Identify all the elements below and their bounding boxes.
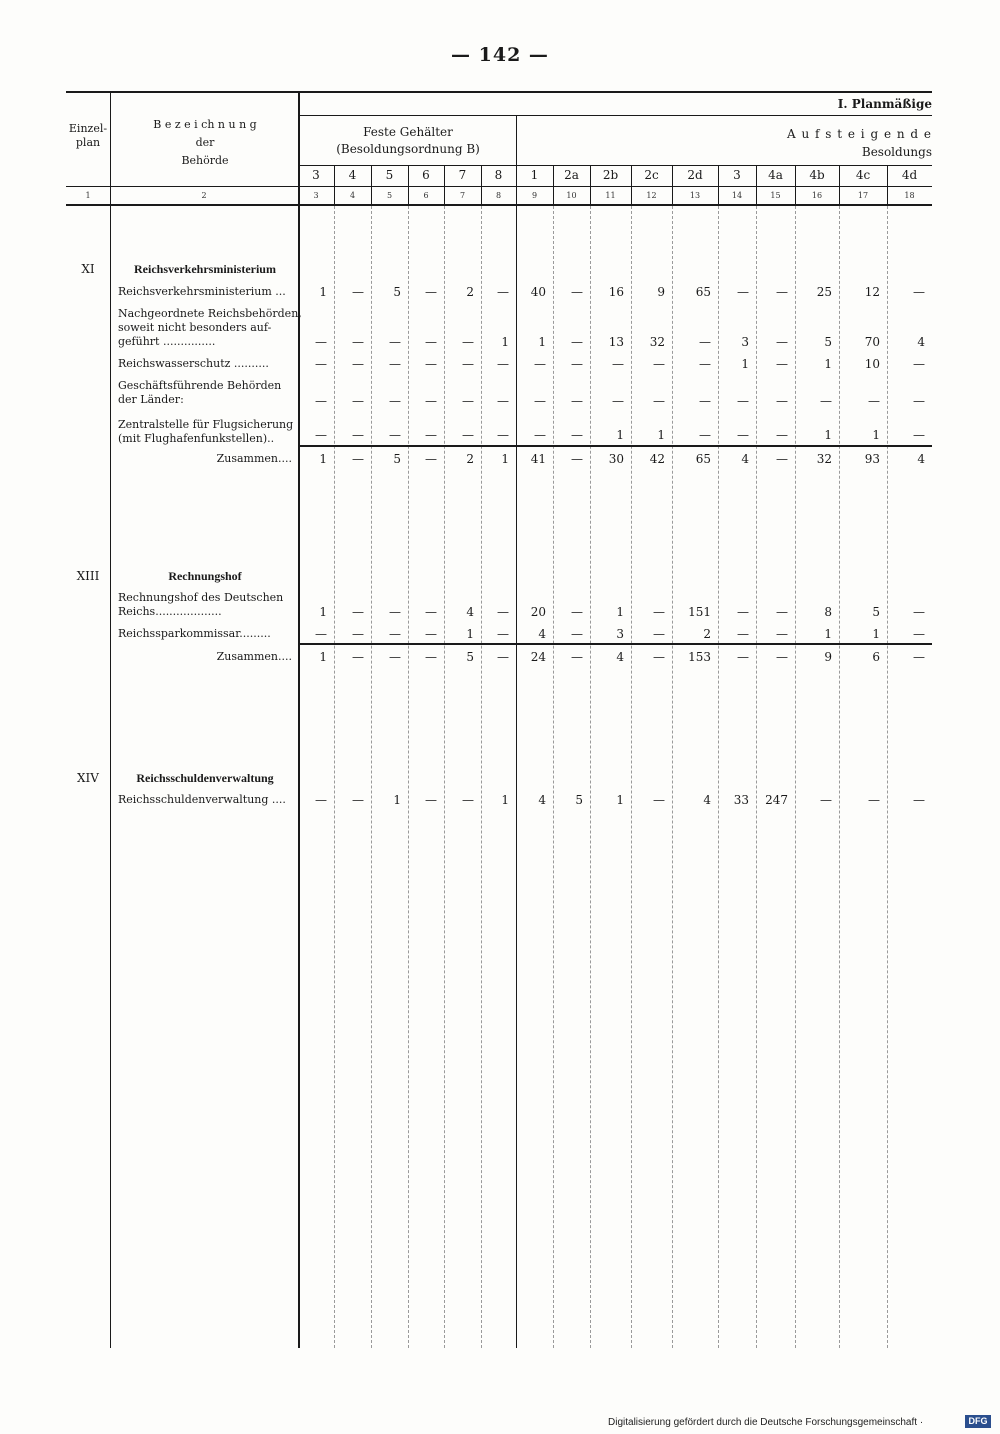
cell-value: 1 <box>824 357 832 371</box>
total-value: — <box>776 452 788 466</box>
dashed-col-2 <box>371 206 372 1348</box>
cell-value: — <box>571 627 583 641</box>
cell-value: — <box>497 605 509 619</box>
cell-value: 1 <box>538 335 546 349</box>
cell-value: 1 <box>616 605 624 619</box>
cell-value: — <box>497 285 509 299</box>
grade-label: 4b <box>809 168 825 182</box>
col-index: 5 <box>386 191 393 200</box>
cell-value: — <box>352 357 364 371</box>
cell-value: — <box>913 605 925 619</box>
cell-value: 5 <box>824 335 832 349</box>
cell-value: — <box>737 428 749 442</box>
cell-value: 4 <box>917 335 925 349</box>
cell-value: 5 <box>393 285 401 299</box>
grade-label: 6 <box>422 168 430 182</box>
section-title: Rechnungshof <box>168 569 242 583</box>
section-title: Reichsschuldenverwaltung <box>136 771 274 785</box>
cell-value: — <box>653 394 665 408</box>
cell-value: — <box>776 357 788 371</box>
header-einzelplan: Einzel- plan <box>68 122 108 149</box>
dashed-col-15 <box>887 206 888 1348</box>
col-index: 14 <box>731 191 743 200</box>
sum-rule <box>298 643 932 645</box>
vline-group-split <box>516 116 517 1348</box>
cell-value: — <box>389 357 401 371</box>
grade-label: 5 <box>385 168 394 182</box>
row-label: Nachgeordnete Reichsbehörden, soweit nicht besonders auf- geführt ............... <box>118 307 302 348</box>
grade-label: 7 <box>458 168 467 182</box>
total-value: — <box>571 650 583 664</box>
cell-value: — <box>497 428 509 442</box>
cell-value: — <box>389 428 401 442</box>
cell-value: 12 <box>864 285 880 299</box>
cell-value: 16 <box>608 285 624 299</box>
cell-value: — <box>776 428 788 442</box>
vline-grade-10 <box>672 165 673 205</box>
cell-value: 4 <box>466 605 474 619</box>
cell-value: — <box>653 357 665 371</box>
cell-value: 33 <box>733 793 749 807</box>
cell-value: 1 <box>824 627 832 641</box>
cell-value: — <box>571 428 583 442</box>
page-number: — 142 — <box>451 44 549 66</box>
header-feste-gehaelter: Feste Gehälter (Besoldungsordnung B) <box>336 125 480 156</box>
total-value: 30 <box>608 452 624 466</box>
cell-value: 3 <box>616 627 624 641</box>
cell-value: 151 <box>688 605 711 619</box>
cell-value: — <box>868 793 880 807</box>
section-plan-number: XIII <box>76 569 100 583</box>
cell-value: — <box>737 285 749 299</box>
total-value: — <box>653 650 665 664</box>
cell-value: — <box>653 605 665 619</box>
vline-plan <box>110 93 111 1348</box>
col-index: 1 <box>85 191 91 200</box>
cell-value: 1 <box>824 428 832 442</box>
total-value: 153 <box>688 650 711 664</box>
total-value: 9 <box>824 650 832 664</box>
col-index: 12 <box>646 191 657 200</box>
cell-value: — <box>534 428 546 442</box>
cell-value: — <box>462 394 474 408</box>
total-label: Zusammen.... <box>216 452 292 465</box>
cell-value: 4 <box>538 627 546 641</box>
dashed-col-9 <box>631 206 632 1348</box>
cell-value: — <box>571 357 583 371</box>
grade-label: 2b <box>602 168 619 182</box>
total-value: — <box>497 650 509 664</box>
cell-value: — <box>612 394 624 408</box>
col-index: 17 <box>857 191 869 200</box>
col-index: 10 <box>566 191 577 200</box>
grade-label: 4c <box>855 168 871 182</box>
total-value: 1 <box>501 452 509 466</box>
cell-value: — <box>352 285 364 299</box>
cell-value: — <box>571 335 583 349</box>
cell-value: — <box>653 793 665 807</box>
total-value: 4 <box>917 452 925 466</box>
cell-value: — <box>425 357 437 371</box>
cell-value: — <box>913 285 925 299</box>
cell-value: — <box>462 428 474 442</box>
cell-value: 65 <box>695 285 711 299</box>
col-index: 18 <box>904 191 915 200</box>
grade-label: 4 <box>348 168 357 182</box>
dashed-col-11 <box>718 206 719 1348</box>
total-value: 6 <box>872 650 880 664</box>
row-label: Reichssparkommissar......... <box>118 627 271 640</box>
cell-value: — <box>699 394 711 408</box>
cell-value: 8 <box>824 605 832 619</box>
dashed-col-4 <box>444 206 445 1348</box>
total-value: 93 <box>864 452 880 466</box>
col-index: 13 <box>689 191 701 200</box>
total-value: — <box>352 452 364 466</box>
row-label: Zentralstelle für Flugsicherung (mit Flughafenfunkstellen).. <box>118 418 294 445</box>
total-value: 1 <box>319 452 327 466</box>
cell-value: — <box>352 793 364 807</box>
cell-value: 9 <box>657 285 665 299</box>
grade-label: 4a <box>768 168 783 182</box>
cell-value: 1 <box>393 793 401 807</box>
row-label: Reichswasserschutz .......... <box>118 357 269 370</box>
total-value: 65 <box>695 452 711 466</box>
section-plan-number: XIV <box>77 771 99 785</box>
cell-value: — <box>315 335 327 349</box>
total-value: 42 <box>649 452 665 466</box>
vline-behoerde <box>298 93 300 1348</box>
cell-value: — <box>389 335 401 349</box>
total-value: 5 <box>466 650 474 664</box>
cell-value: 2 <box>703 627 711 641</box>
rule-index-bottom <box>66 204 932 206</box>
col-index: 8 <box>495 191 502 200</box>
cell-value: — <box>497 627 509 641</box>
grade-label: 3 <box>312 168 320 182</box>
cell-value: 1 <box>319 605 327 619</box>
total-value: — <box>425 650 437 664</box>
grade-label: 3 <box>733 168 741 182</box>
row-label: Reichsschuldenverwaltung .... <box>118 793 286 806</box>
total-value: 4 <box>616 650 624 664</box>
row-label: Geschäftsführende Behörden der Länder: <box>118 379 282 406</box>
dashed-col-7 <box>553 206 554 1348</box>
header-bezeichnung: B e z e i ch n u n g der Behörde <box>153 118 257 167</box>
cell-value: — <box>315 627 327 641</box>
dashed-col-8 <box>590 206 591 1348</box>
cell-value: 70 <box>864 335 880 349</box>
cell-value: — <box>820 394 832 408</box>
cell-value: 2 <box>466 285 474 299</box>
cell-value: — <box>425 285 437 299</box>
cell-value: 1 <box>466 627 474 641</box>
cell-value: 247 <box>765 793 788 807</box>
total-value: — <box>571 452 583 466</box>
col-index: 11 <box>605 191 616 200</box>
dfg-logo: DFG <box>965 1415 991 1428</box>
cell-value: — <box>315 357 327 371</box>
col-index: 9 <box>531 191 538 200</box>
total-value: 5 <box>393 452 401 466</box>
cell-value: — <box>571 394 583 408</box>
cell-value: 1 <box>872 428 880 442</box>
header-section-title: I. Planmäßige <box>837 97 932 111</box>
col-index: 6 <box>423 191 429 200</box>
grade-label: 2c <box>644 168 659 182</box>
grade-label: 4d <box>901 168 918 182</box>
cell-value: 13 <box>608 335 624 349</box>
total-value: 24 <box>530 650 546 664</box>
total-value: — <box>352 650 364 664</box>
cell-value: — <box>913 394 925 408</box>
cell-value: — <box>776 285 788 299</box>
cell-value: — <box>737 394 749 408</box>
cell-value: 10 <box>864 357 880 371</box>
total-value: 41 <box>530 452 546 466</box>
col-index: 7 <box>459 191 466 200</box>
vline-grade-15 <box>887 165 888 205</box>
col-index: 3 <box>313 191 319 200</box>
cell-value: — <box>352 428 364 442</box>
header-besoldungs: Besoldungs <box>861 145 932 159</box>
cell-value: — <box>389 605 401 619</box>
cell-value: — <box>913 793 925 807</box>
rule-header-inner <box>298 115 932 116</box>
cell-value: — <box>820 793 832 807</box>
total-value: 2 <box>466 452 474 466</box>
cell-value: — <box>653 627 665 641</box>
footer-text: Digitalisierung gefördert durch die Deutsche Forschungsgemeinschaft · <box>608 1417 924 1428</box>
cell-value: — <box>497 357 509 371</box>
col-index: 16 <box>811 191 823 200</box>
cell-value: 32 <box>649 335 665 349</box>
cell-value: — <box>699 428 711 442</box>
cell-value: 1 <box>657 428 665 442</box>
cell-value: — <box>737 627 749 641</box>
cell-value: — <box>776 335 788 349</box>
cell-value: — <box>389 627 401 641</box>
total-value: — <box>913 650 925 664</box>
cell-value: — <box>425 394 437 408</box>
cell-value: — <box>352 627 364 641</box>
total-value: — <box>389 650 401 664</box>
cell-value: 1 <box>872 627 880 641</box>
cell-value: — <box>534 357 546 371</box>
cell-value: — <box>913 627 925 641</box>
total-value: — <box>737 650 749 664</box>
section-title: Reichsverkehrsministerium <box>134 262 276 276</box>
cell-value: — <box>737 605 749 619</box>
total-value: 4 <box>741 452 749 466</box>
cell-value: — <box>352 605 364 619</box>
total-label: Zusammen.... <box>216 650 292 663</box>
cell-value: 25 <box>816 285 832 299</box>
vline-grade-14 <box>839 165 840 205</box>
cell-value: 1 <box>616 428 624 442</box>
sum-rule <box>298 445 932 447</box>
dashed-col-1 <box>334 206 335 1348</box>
cell-value: — <box>352 394 364 408</box>
cell-value: — <box>497 394 509 408</box>
cell-value: — <box>612 357 624 371</box>
section-plan-number: XI <box>81 262 95 276</box>
row-label: Rechnungshof des Deutschen Reichs................... <box>118 591 284 618</box>
cell-value: — <box>913 428 925 442</box>
grade-label: 8 <box>494 168 503 182</box>
dashed-col-12 <box>756 206 757 1348</box>
cell-value: — <box>425 335 437 349</box>
cell-value: — <box>699 335 711 349</box>
rule-grades-top <box>298 165 932 166</box>
cell-value: — <box>776 627 788 641</box>
dashed-col-14 <box>839 206 840 1348</box>
rule-top <box>66 91 932 93</box>
cell-value: — <box>534 394 546 408</box>
cell-value: — <box>462 335 474 349</box>
cell-value: 1 <box>616 793 624 807</box>
cell-value: 4 <box>703 793 711 807</box>
cell-value: — <box>868 394 880 408</box>
cell-value: — <box>425 793 437 807</box>
cell-value: — <box>776 394 788 408</box>
cell-value: 1 <box>319 285 327 299</box>
col-index: 4 <box>349 191 356 200</box>
cell-value: — <box>315 428 327 442</box>
rule-grades-bottom <box>66 186 932 187</box>
col-index: 15 <box>770 191 781 200</box>
cell-value: — <box>571 285 583 299</box>
cell-value: — <box>913 357 925 371</box>
grade-label: 1 <box>530 168 539 182</box>
total-value: — <box>425 452 437 466</box>
row-label: Reichsverkehrsministerium ... <box>118 285 286 298</box>
cell-value: — <box>462 357 474 371</box>
total-value: — <box>776 650 788 664</box>
dashed-col-10 <box>672 206 673 1348</box>
cell-value: 1 <box>501 335 509 349</box>
cell-value: — <box>699 357 711 371</box>
dashed-col-5 <box>481 206 482 1348</box>
cell-value: 4 <box>538 793 546 807</box>
cell-value: — <box>462 793 474 807</box>
col-index: 2 <box>201 191 207 200</box>
cell-value: — <box>315 394 327 408</box>
cell-value: — <box>776 605 788 619</box>
total-value: 1 <box>319 650 327 664</box>
cell-value: 20 <box>530 605 546 619</box>
cell-value: — <box>315 793 327 807</box>
cell-value: — <box>352 335 364 349</box>
cell-value: 5 <box>872 605 880 619</box>
dashed-col-3 <box>408 206 409 1348</box>
cell-value: 1 <box>741 357 749 371</box>
grade-label: 2a <box>564 168 579 182</box>
header-aufsteigende: A u f s t e i g e n d e <box>786 127 932 141</box>
cell-value: — <box>425 627 437 641</box>
total-value: 32 <box>816 452 832 466</box>
cell-value: — <box>389 394 401 408</box>
cell-value: — <box>425 605 437 619</box>
cell-value: 1 <box>501 793 509 807</box>
cell-value: 5 <box>575 793 583 807</box>
cell-value: — <box>571 605 583 619</box>
cell-value: 40 <box>530 285 546 299</box>
cell-value: — <box>425 428 437 442</box>
cell-value: 3 <box>741 335 749 349</box>
grade-label: 2d <box>687 168 703 182</box>
dashed-col-13 <box>795 206 796 1348</box>
